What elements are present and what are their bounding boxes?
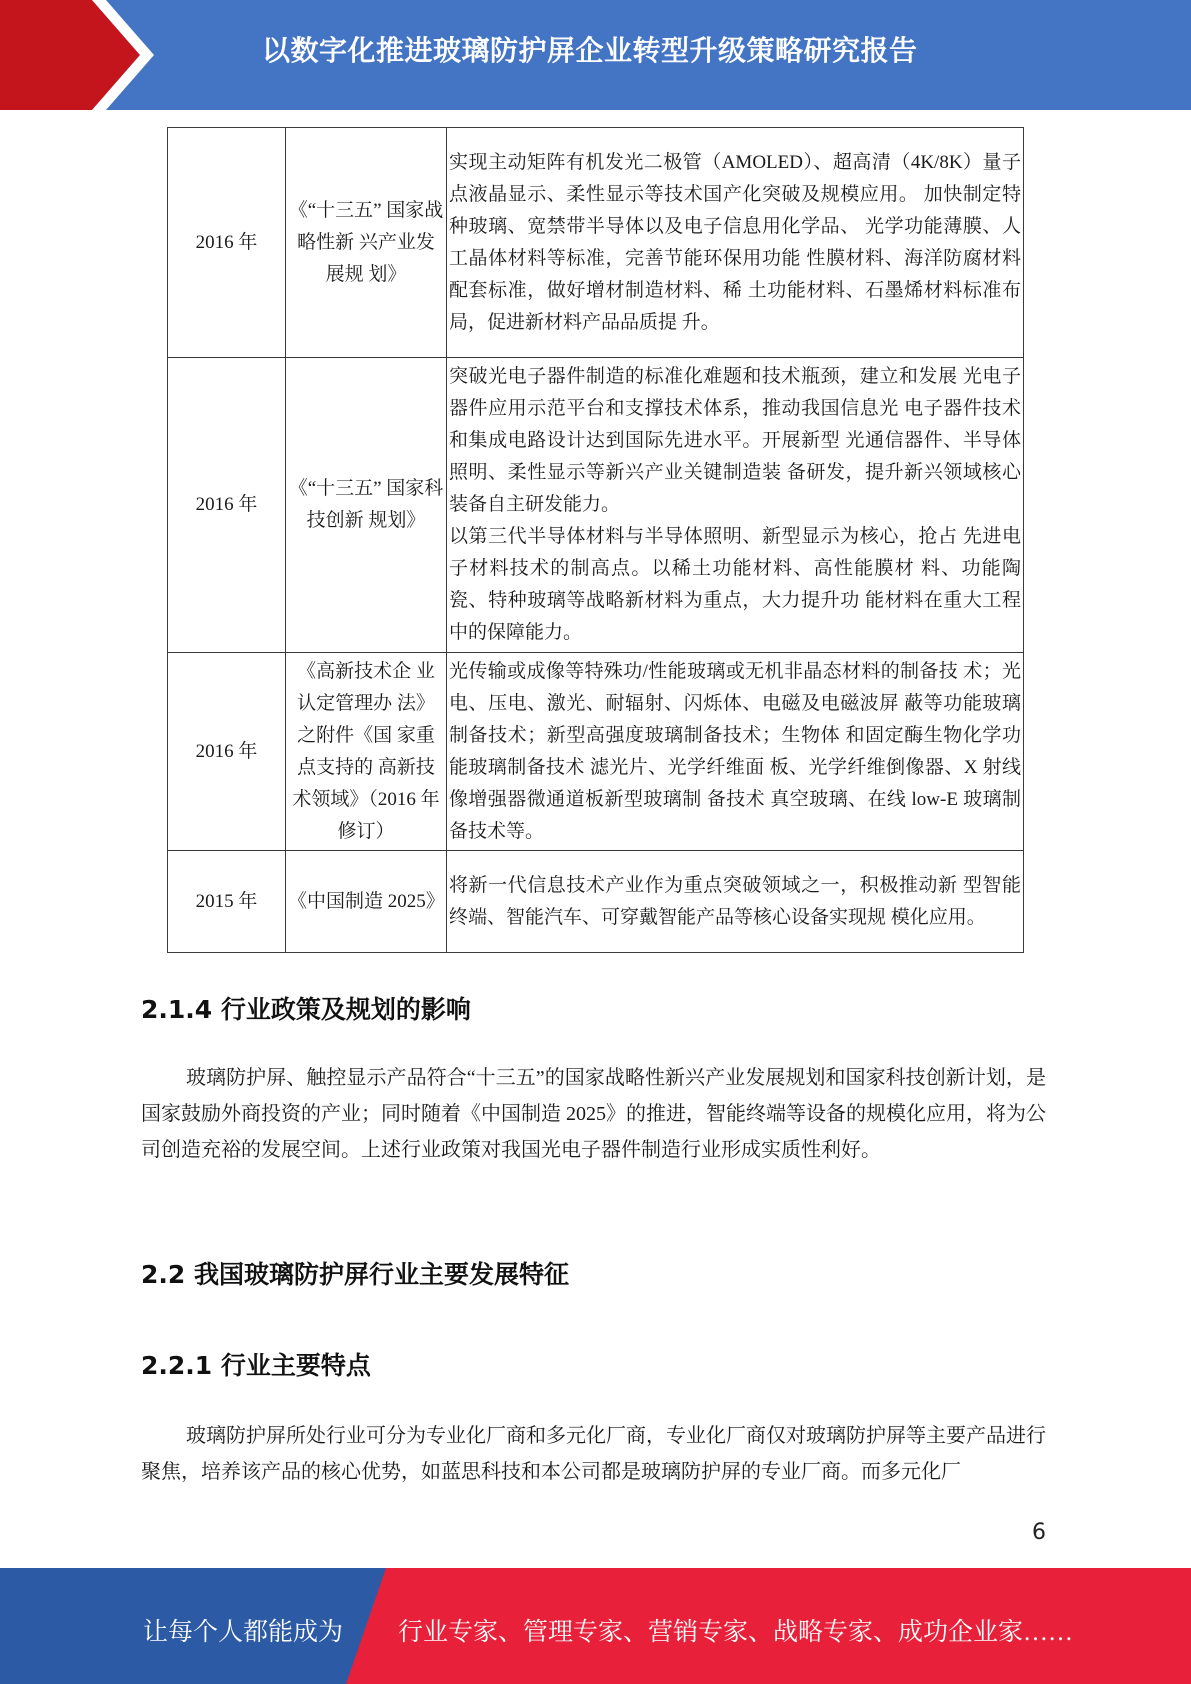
footer-slogan-right: 行业专家、管理专家、营销专家、战略专家、成功企业家……	[398, 1619, 1074, 1646]
table-row	[168, 653, 1024, 851]
year-cell: 2016 年	[168, 128, 286, 358]
table-row	[168, 851, 1024, 953]
year-cell: 2016 年	[168, 358, 286, 653]
table-row	[168, 358, 1024, 653]
document-cell: 《中国制造 2025》	[286, 851, 447, 953]
content-paragraph: 突破光电子器件制造的标准化难题和技术瓶颈，建立和发展 光电子器件应用示范平台和支撑技术体系，推动我国信息光 电子器件技术和集成电路设计达到国际先进水平。开展新型 光通信器件、半导体照明、柔性显示等新兴产业关键制造装 备研发，提升新兴领域核心装备自主研发能力。	[449, 366, 1021, 515]
content-cell	[447, 128, 1024, 358]
document-cell: 《高新技术企 业认定管理办 法》之附件《国 家重点支持的 高新技术领域》（2016 年修订）	[286, 653, 447, 851]
table-row	[168, 128, 1024, 358]
content-paragraph: 以第三代半导体材料与半导体照明、新型显示为核心，抢占 先进电子材料技术的制高点。以稀土功能材料、高性能膜材 料、功能陶瓷、特种玻璃等战略新材料为重点，大力提升功 能材料在重大工程中的保障能力。	[449, 526, 1021, 643]
content-cell	[447, 653, 1024, 851]
section-heading-2-2-1: 2.2.1 行业主要特点	[141, 1351, 371, 1380]
document-cell: 《“十三五” 国家战略性新 兴产业发展规 划》	[286, 128, 447, 358]
content-paragraph: 实现主动矩阵有机发光二极管（AMOLED）、超高清（4K/8K）量子点液晶显示、柔性显示等技术国产化突破及规模应用。 加快制定特种玻璃、宽禁带半导体以及电子信息用化学品、 光学功能薄膜、人工晶体材料等标准，完善节能环保用功能 性膜材料、海洋防腐材料配套标准，做好增材制造材料、稀 土功能材料、石墨烯材料标准布局，促进新材料产品品质提 升。	[449, 151, 1021, 333]
year-cell: 2016 年	[168, 653, 286, 851]
section-heading-2-2: 2.2 我国玻璃防护屏行业主要发展特征	[141, 1260, 569, 1289]
document-cell: 《“十三五” 国家科技创新 规划》	[286, 358, 447, 653]
content-paragraph: 光传输或成像等特殊功/性能玻璃或无机非晶态材料的制备技 术；光电、压电、激光、耐辐射、闪烁体、电磁及电磁波屏 蔽等功能玻璃制备技术；新型高强度玻璃制备技术；生物体 和固定酶生物化学功能玻璃制备技术 滤光片、光学纤维面 板、光学纤维倒像器、X 射线像增强器微通道板新型玻璃制 备技术 真空玻璃、在线 low-E 玻璃制备技术等。	[449, 660, 1021, 842]
header-banner	[0, 0, 1191, 110]
content-cell	[447, 851, 1024, 953]
footer-slogan-left: 让每个人都能成为	[143, 1619, 344, 1646]
section-heading-2-1-4: 2.1.4 行业政策及规划的影响	[141, 995, 471, 1024]
section-paragraph-2-2-1: 玻璃防护屏所处行业可分为专业化厂商和多元化厂商，专业化厂商仅对玻璃防护屏等主要产品进行聚焦，培养该产品的核心优势，如蓝思科技和本公司都是玻璃防护屏的专业厂商。而多元化厂	[141, 1425, 1046, 1483]
section-paragraph-2-1-4: 玻璃防护屏、触控显示产品符合“十三五”的国家战略性新兴产业发展规划和国家科技创新计划，是国家鼓励外商投资的产业；同时随着《中国制造 2025》的推进，智能终端等设备的规模化应用，将为公司创造充裕的发展空间。上述行业政策对我国光电子器件制造行业形成实质性利好。	[141, 1067, 1046, 1161]
report-title: 以数字化推进玻璃防护屏企业转型升级策略研究报告	[262, 34, 918, 67]
policy-table	[167, 127, 1024, 953]
content-paragraph: 将新一代信息技术产业作为重点突破领域之一，积极推动新 型智能终端、智能汽车、可穿戴智能产品等核心设备实现规 模化应用。	[449, 874, 1021, 928]
year-cell: 2015 年	[168, 851, 286, 953]
page-number: 6	[1032, 1520, 1046, 1545]
content-cell	[447, 358, 1024, 653]
footer-banner	[0, 1568, 1191, 1684]
